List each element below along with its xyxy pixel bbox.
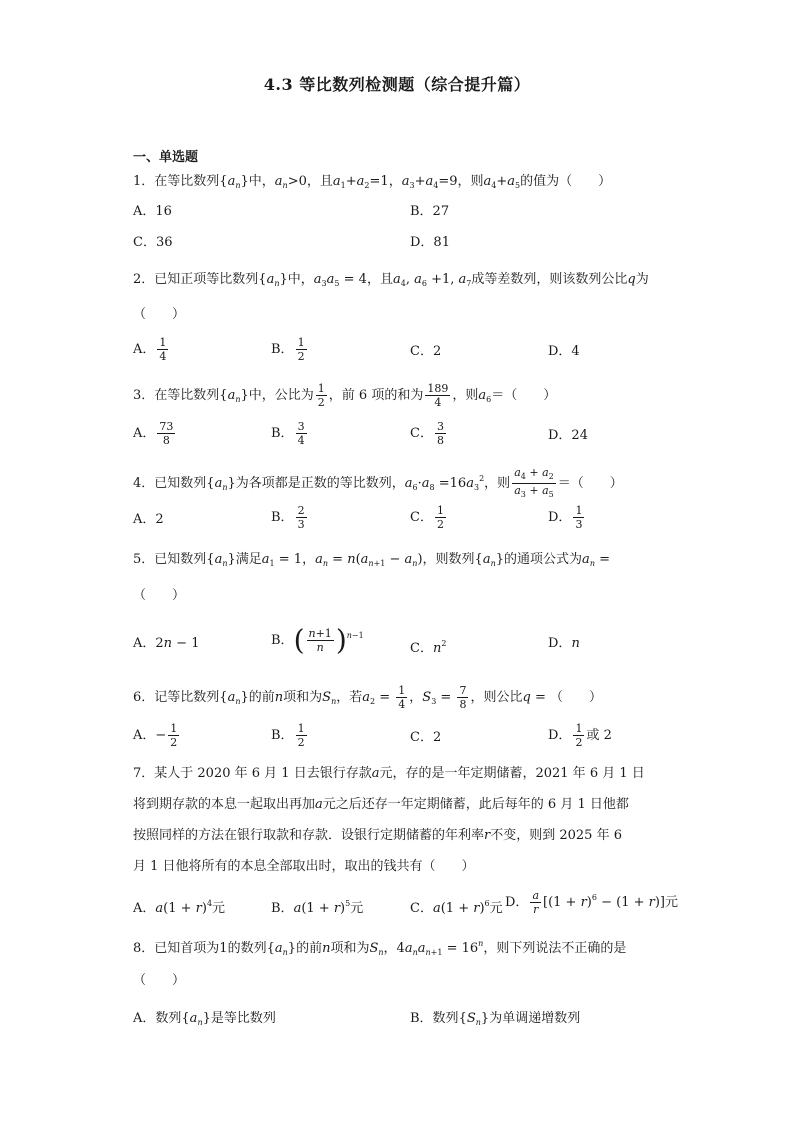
q5-paren: （ ） bbox=[133, 588, 186, 603]
fraction: $\frac{189}{4}$ bbox=[427, 382, 449, 409]
question-7-line-4: 月 1 日他将所有的本息全部取出时，取出的钱共有（ ） bbox=[133, 859, 475, 874]
fraction: $\frac{1}{4}$ bbox=[159, 336, 167, 363]
q2-option-b[interactable]: B． $\frac{1}{2}$ bbox=[271, 336, 305, 363]
q1-option-d[interactable]: D．81 bbox=[410, 235, 450, 250]
question-2: 2．已知正项等比数列$\{a_n\}$中，$a_3a_5 = 4$，且$a_4$, $a_6 +1$, $a_7$成等差数列，则该数列公比q为 bbox=[133, 272, 649, 288]
fraction: $\frac{1}{2}$ bbox=[297, 722, 305, 749]
q4-option-c[interactable]: C． $\frac{1}{2}$ bbox=[410, 504, 444, 531]
q8-option-a[interactable]: A．数列$\{a_n\}$是等比数列 bbox=[133, 1011, 276, 1027]
q6-option-d[interactable]: D． $\frac{1}{2}$ 或 2 bbox=[548, 722, 612, 749]
q7-option-d[interactable]: D． $\frac{a}{r}$ $[(1 + r)^6 - (1 + r)]$元 bbox=[505, 889, 679, 916]
page-title: 4.3 等比数列检测题（综合提升篇） bbox=[263, 75, 531, 94]
q3-option-b[interactable]: B． $\frac{3}{4}$ bbox=[271, 420, 305, 447]
question-3: 3．在等比数列$\{a_n\}$中，公比为 $\frac{1}{2}$ ，前 6 项的和为 $\frac{189}{4}$ ，则$a_6=$（ ） bbox=[133, 382, 557, 409]
q1-option-b[interactable]: B．27 bbox=[410, 204, 450, 219]
question-4: 4．已知数列$\{a_n\}$为各项都是正数的等比数列，$a_6\cdot a_8 =16a_3^2$，则 $\frac{a_4 + a_2}{a_3 + a_5}$ ＝（ ） bbox=[133, 466, 623, 499]
q5-option-b[interactable]: B．( $\frac{n+1}{n}$ )$^{n-1}$ bbox=[271, 623, 364, 657]
fraction: $\frac{1}{2}$ bbox=[575, 722, 583, 749]
q5-option-d[interactable]: D．n bbox=[548, 636, 580, 651]
question-7-line-1: 7．某人于 2020 年 6 月 1 日去银行存款a元，存的是一年定期储蓄，2021 年 6 月 1 日 bbox=[133, 766, 645, 781]
q4-option-d[interactable]: D． $\frac{1}{3}$ bbox=[548, 504, 583, 531]
question-6: 6．记等比数列$\{a_n\}$的前n项和为$S_n$，若$a_2$ = $\frac{1}{4}$ ，$S_3$ = $\frac{7}{8}$ ，则公比q = （ ） bbox=[133, 684, 602, 711]
q1-option-c[interactable]: C．36 bbox=[133, 235, 173, 250]
q7-option-c[interactable]: C．$a(1 + r)^6$元 bbox=[410, 899, 503, 916]
q6-option-a[interactable]: A．− $\frac{1}{2}$ bbox=[133, 722, 178, 749]
question-8: 8．已知首项为1的数列$\{a_n\}$的前n项和为$S_n$，$4a_na_{n+1} = 16^n$，则下列说法不正确的是 bbox=[133, 939, 627, 957]
question-7-line-2: 将到期存款的本息一起取出再加a元之后还存一年定期储蓄，此后每年的 6 月 1 日他都 bbox=[133, 797, 629, 812]
q5-option-c[interactable]: C．$n^2$ bbox=[410, 639, 447, 656]
q2-option-c[interactable]: C．2 bbox=[410, 344, 442, 359]
section-heading: 一、单选题 bbox=[133, 150, 199, 165]
q6-option-c[interactable]: C．2 bbox=[410, 730, 442, 745]
fraction: $\frac{a}{r}$ bbox=[532, 889, 539, 916]
q7-option-b[interactable]: B．$a(1 + r)^5$元 bbox=[271, 899, 364, 916]
fraction: $\frac{7}{8}$ bbox=[459, 684, 467, 711]
q4-option-a[interactable]: A．2 bbox=[133, 512, 164, 527]
q2-option-d[interactable]: D．4 bbox=[548, 344, 580, 359]
fraction: $\frac{3}{8}$ bbox=[436, 420, 444, 447]
fraction: $\frac{1}{2}$ bbox=[297, 336, 305, 363]
question-1: 1．在等比数列$\{a_n\}$中，$a_n>0$，且$a_1+a_2=1$，$a_3+a_4=9$，则$a_4+a_5$的值为（ ） bbox=[133, 174, 612, 190]
fraction: $\frac{a_4 + a_2}{a_3 + a_5}$ bbox=[514, 466, 554, 499]
fraction: $\frac{3}{4}$ bbox=[297, 420, 305, 447]
fraction: $\frac{1}{4}$ bbox=[398, 684, 406, 711]
fraction: $\frac{1}{3}$ bbox=[575, 504, 583, 531]
q5-option-a[interactable]: A．2n − 1 bbox=[133, 636, 200, 651]
question-7-line-3: 按照同样的方法在银行取款和存款．设银行定期储蓄的年利率r不变，则到 2025 年 6 bbox=[133, 828, 622, 843]
question-5: 5．已知数列$\{a_n\}$满足$a_1 = 1$，$a_n = n(a_{n+1} - a_n)$，则数列$\{a_n\}$的通项公式为$a_n$ = bbox=[133, 552, 610, 568]
q8-paren: （ ） bbox=[133, 973, 186, 988]
q3-option-a[interactable]: A． $\frac{73}{8}$ bbox=[133, 420, 174, 447]
q8-option-b[interactable]: B．数列$\{S_n\}$为单调递增数列 bbox=[410, 1011, 581, 1027]
fraction: $\frac{1}{2}$ bbox=[170, 722, 178, 749]
fraction: $\frac{n+1}{n}$ bbox=[308, 627, 332, 654]
q1-option-a[interactable]: A．16 bbox=[133, 204, 172, 219]
q2-option-a[interactable]: A． $\frac{1}{4}$ bbox=[133, 336, 167, 363]
q3-option-c[interactable]: C． $\frac{3}{8}$ bbox=[410, 420, 444, 447]
q4-option-b[interactable]: B． $\frac{2}{3}$ bbox=[271, 504, 305, 531]
q3-option-d[interactable]: D．24 bbox=[548, 428, 588, 443]
fraction: $\frac{1}{2}$ bbox=[436, 504, 444, 531]
q6-option-b[interactable]: B． $\frac{1}{2}$ bbox=[271, 722, 305, 749]
fraction: $\frac{2}{3}$ bbox=[297, 504, 305, 531]
fraction: $\frac{73}{8}$ bbox=[159, 420, 174, 447]
q7-option-a[interactable]: A．$a(1 + r)^4$元 bbox=[133, 899, 226, 916]
q2-paren: （ ） bbox=[133, 307, 186, 322]
fraction: $\frac{1}{2}$ bbox=[317, 382, 325, 409]
